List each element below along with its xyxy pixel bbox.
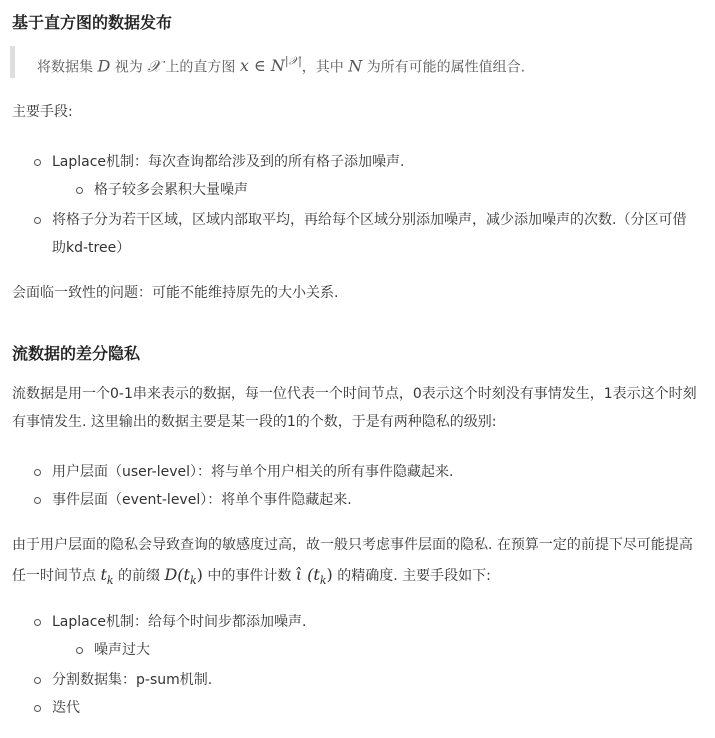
quote-text-1: 将数据集 bbox=[37, 59, 93, 76]
math-N: N bbox=[348, 56, 363, 76]
list-item-nested: 噪声过大 bbox=[94, 636, 150, 664]
quote-text-4: ，其中 bbox=[301, 59, 344, 76]
blockquote bbox=[10, 46, 702, 78]
quote-text-3: 上的直方图 bbox=[165, 59, 236, 76]
quote-text-2: 视为 bbox=[114, 59, 143, 76]
section-heading-stream: 流数据的差分隐私 bbox=[12, 344, 141, 363]
math-formula: x ∈ $N^{|𝒳|}$ bbox=[239, 55, 302, 76]
list-item: 事件层面（event-level）：将单个事件隐藏起来. bbox=[52, 486, 352, 514]
list-item: Laplace机制：给每个时间步都添加噪声. bbox=[52, 608, 307, 636]
math-X: 𝒳 bbox=[147, 56, 161, 76]
list-item: Laplace机制：每次查询都给涉及到的所有格子添加噪声. bbox=[52, 148, 405, 176]
paragraph-problem: 会面临一致性的问题：可能不能维持原先的大小关系. bbox=[12, 285, 339, 301]
list-item: 迭代 bbox=[52, 694, 80, 722]
paragraph-stream-intro: 流数据是用一个0-1串来表示的数据，每一位代表一个时间节点，0表示这个时刻没有事情发生，1表示这个时刻有事情发生. 这里输出的数据主要是某一段的1的个数，于是有两种隐私的级别: bbox=[12, 386, 697, 430]
list-item: 分割数据集：p-sum机制. bbox=[52, 666, 212, 694]
list-item: 用户层面（user-level）：将与单个用户相关的所有事件隐藏起来. bbox=[52, 458, 453, 486]
list-item: 将格子分为若干区域，区域内部取平均，再给每个区域分别添加噪声，减少添加噪声的次数.（分区可借助kd-tree） bbox=[52, 206, 700, 262]
methods-label: 主要手段: bbox=[12, 104, 73, 120]
section-heading-histogram: 基于直方图的数据发布 bbox=[12, 13, 173, 32]
math-D: D bbox=[97, 56, 111, 76]
paragraph-precision: 由于用户层面的隐私会导致查询的敏感度过高，故一般只考虑事件层面的隐私. 在预算一定的前提下尽可能提高任一时间节点 $t_k$ 的前缀 $D(t_k)$ 中的事件计数 ι̂ $(t_k)$ 的精确度. 主要手段如下: bbox=[12, 537, 693, 588]
quote-text-5: 为所有可能的属性值组合. bbox=[366, 59, 526, 76]
list-item-nested: 格子较多会累积大量噪声 bbox=[94, 176, 248, 204]
